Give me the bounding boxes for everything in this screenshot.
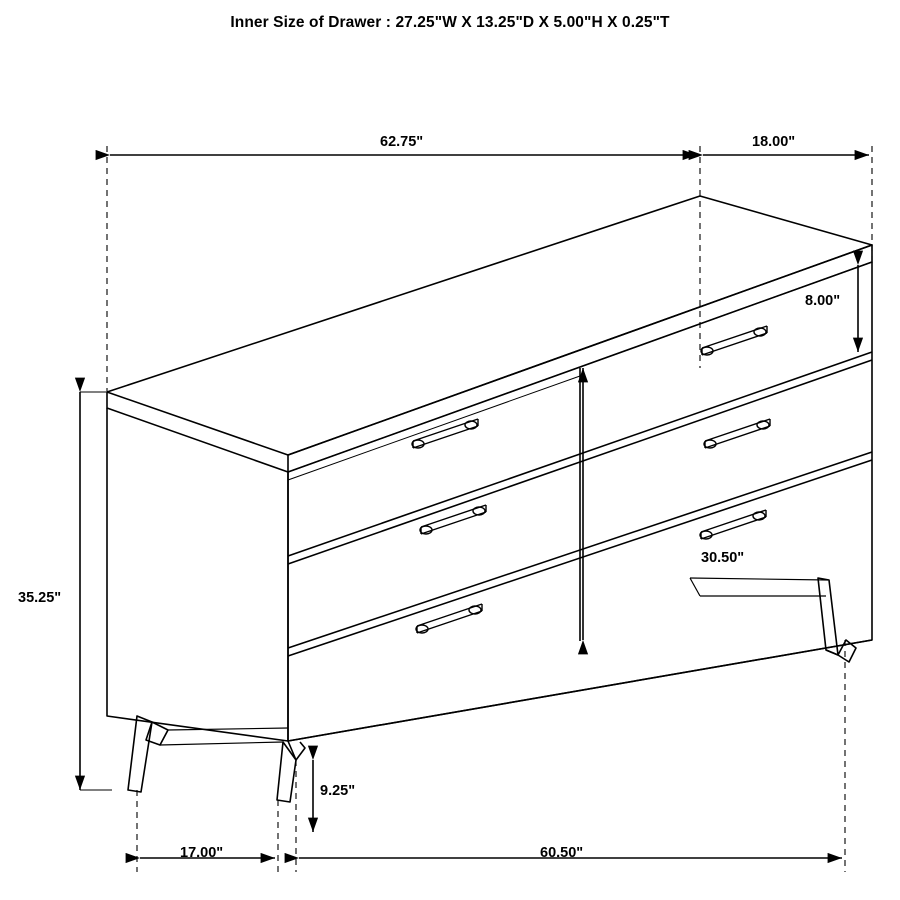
dimension-overall-height: 35.25"	[18, 590, 62, 606]
dimension-leg-height: 9.25"	[320, 783, 356, 799]
dimension-right-drawer-width: 30.50"	[701, 550, 745, 566]
page-title: Inner Size of Drawer : 27.25"W X 13.25"D X 5.00"H X 0.25"T	[230, 14, 670, 31]
dimension-top-depth: 18.00"	[752, 134, 796, 150]
dimension-top-width: 62.75"	[380, 134, 424, 150]
dimension-right-drawer-height: 8.00"	[805, 293, 841, 309]
dimension-base-width: 60.50"	[540, 845, 584, 861]
dimension-side-depth: 17.00"	[180, 845, 224, 861]
